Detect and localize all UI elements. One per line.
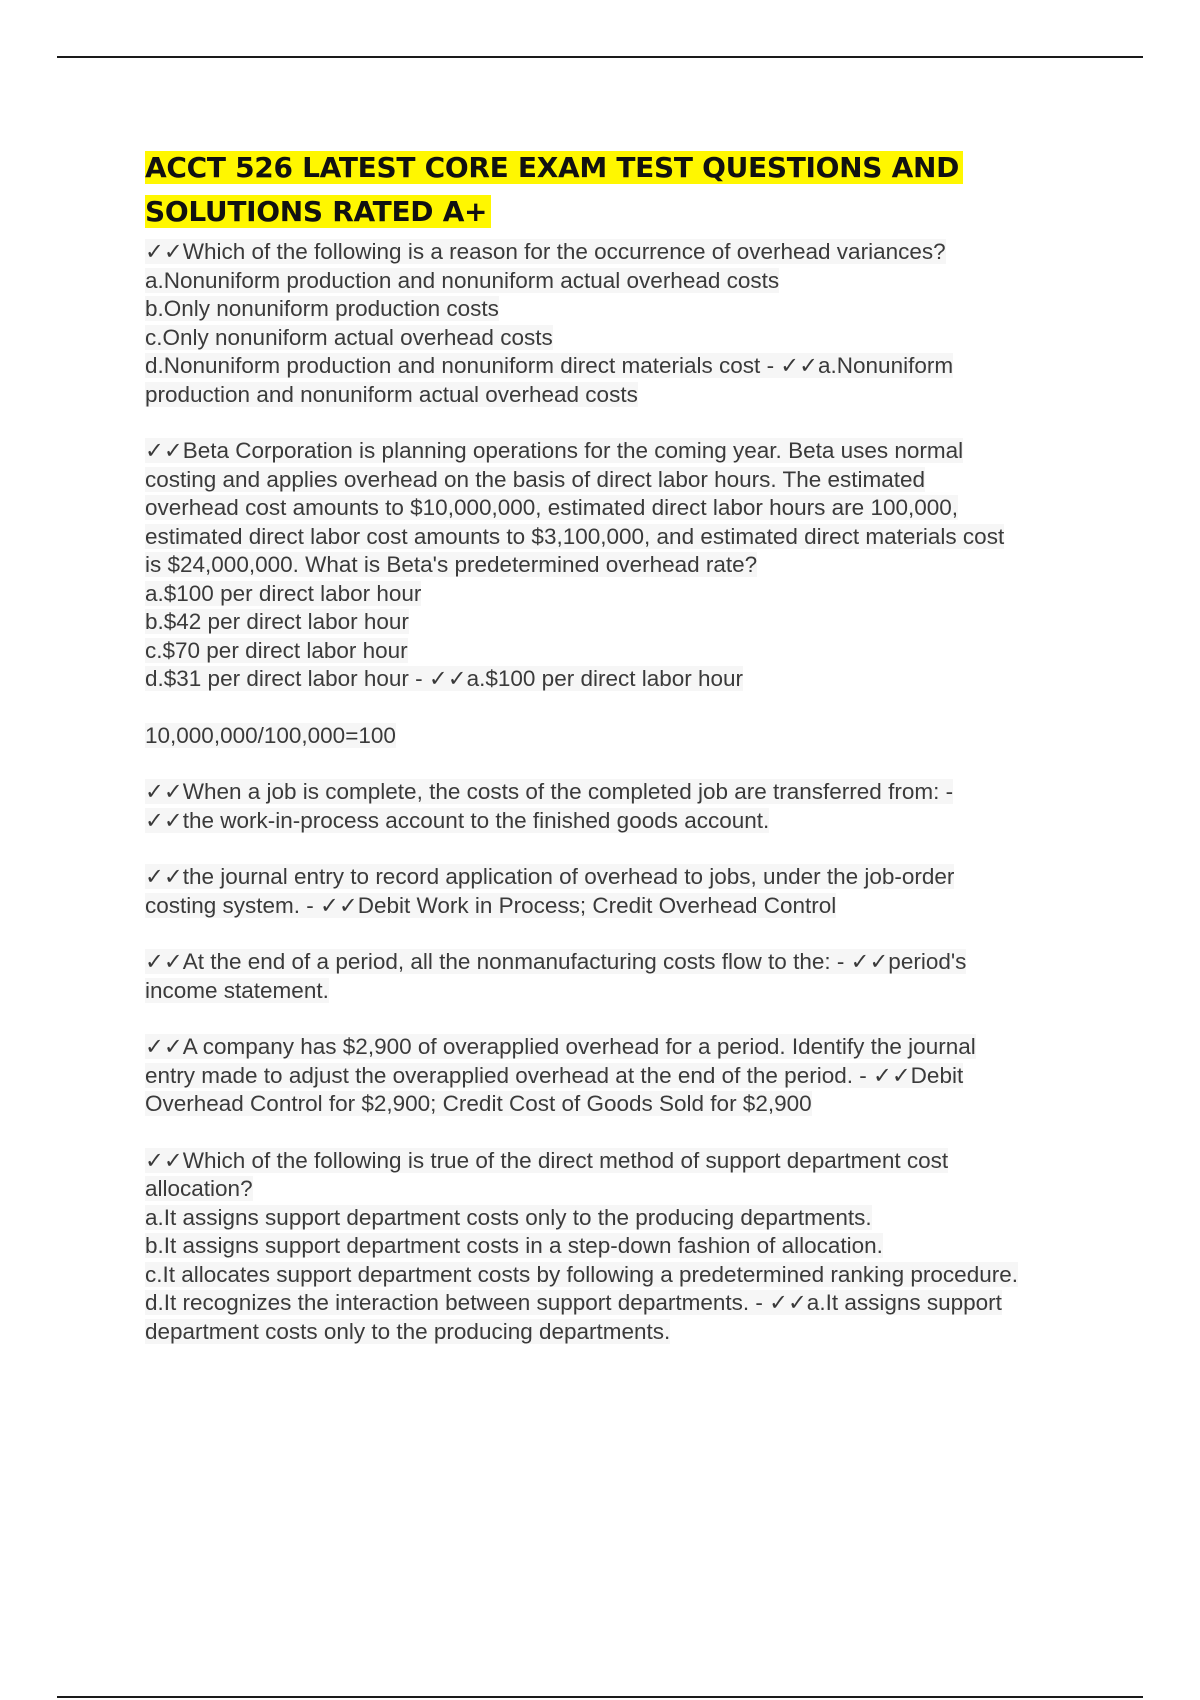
question-line <box>145 722 1105 751</box>
question-line <box>145 437 1105 466</box>
question-line <box>145 1147 1105 1176</box>
question-line-text: 10,000,000/100,000=100 <box>145 722 396 748</box>
question-line <box>145 807 1105 836</box>
question-line-text: production and nonuniform actual overhead costs <box>145 381 638 407</box>
question-block <box>145 948 1105 1005</box>
question-line <box>145 665 1105 694</box>
question-line-text: d.Nonuniform production and nonuniform direct materials cost - ✓✓a.Nonuniform <box>145 353 954 378</box>
question-line-text: ✓✓the work-in-process account to the finished goods account. <box>145 807 770 833</box>
question-line-text: b.$42 per direct labor hour <box>145 609 409 634</box>
title-line-2: SOLUTIONS RATED A+ <box>145 195 491 228</box>
question-block <box>145 238 1105 409</box>
question-block <box>145 1147 1105 1347</box>
question-line <box>145 1232 1105 1261</box>
question-list <box>145 238 1105 1346</box>
question-line-text: ✓✓At the end of a period, all the nonmanufacturing costs flow to the: - ✓✓period's <box>145 949 967 974</box>
question-line-text: entry made to adjust the overapplied overhead at the end of the period. - ✓✓Debit <box>145 1062 964 1088</box>
question-line-text: c.Only nonuniform actual overhead costs <box>145 324 553 350</box>
question-line <box>145 778 1105 807</box>
question-line <box>145 551 1105 580</box>
question-line <box>145 580 1105 609</box>
question-line <box>145 1175 1105 1204</box>
question-line <box>145 381 1105 410</box>
question-line <box>145 863 1105 892</box>
question-line <box>145 1261 1105 1290</box>
question-line <box>145 523 1105 552</box>
question-line-text: a.Nonuniform production and nonuniform actual overhead costs <box>145 267 780 293</box>
question-line-text: ✓✓Which of the following is true of the direct method of support department cost <box>145 1147 949 1173</box>
question-line-text: d.$31 per direct labor hour - ✓✓a.$100 per direct labor hour <box>145 666 744 691</box>
question-line <box>145 238 1105 267</box>
question-line <box>145 267 1105 296</box>
question-line-text: costing system. - ✓✓Debit Work in Process; Credit Overhead Control <box>145 892 837 918</box>
question-line-text: ✓✓A company has $2,900 of overapplied overhead for a period. Identify the journal <box>145 1034 976 1059</box>
question-line-text: overhead cost amounts to $10,000,000, estimated direct labor hours are 100,000, <box>145 495 959 520</box>
question-block <box>145 778 1105 835</box>
question-line-text: ✓✓Which of the following is a reason for the occurrence of overhead variances? <box>145 239 946 264</box>
question-line <box>145 892 1105 921</box>
question-line-text: d.It recognizes the interaction between support departments. - ✓✓a.It assigns support <box>145 1290 1002 1315</box>
footer-rule <box>57 1696 1143 1698</box>
question-line-text: a.$100 per direct labor hour <box>145 580 422 606</box>
question-line-text: department costs only to the producing departments. <box>145 1318 671 1344</box>
question-line <box>145 295 1105 324</box>
question-line-text: ✓✓When a job is complete, the costs of the completed job are transferred from: - <box>145 779 954 804</box>
question-block <box>145 863 1105 920</box>
question-line-text: ✓✓the journal entry to record application of overhead to jobs, under the job-order <box>145 864 955 889</box>
question-line <box>145 1318 1105 1347</box>
question-line-text: c.$70 per direct labor hour <box>145 637 408 663</box>
question-line-text: allocation? <box>145 1176 253 1201</box>
question-line <box>145 637 1105 666</box>
question-line <box>145 466 1105 495</box>
question-line <box>145 608 1105 637</box>
question-line-text: ✓✓Beta Corporation is planning operations for the coming year. Beta uses normal <box>145 438 964 463</box>
question-line <box>145 977 1105 1006</box>
question-line <box>145 324 1105 353</box>
title-line-1: ACCT 526 LATEST CORE EXAM TEST QUESTIONS AND <box>145 151 963 184</box>
question-line-text: estimated direct labor cost amounts to $3,100,000, and estimated direct materials cost <box>145 523 1005 549</box>
question-line-text: c.It allocates support department costs by following a predetermined ranking procedure. <box>145 1261 1018 1287</box>
question-line-text: is $24,000,000. What is Beta's predetermined overhead rate? <box>145 552 758 577</box>
question-block <box>145 722 1105 751</box>
question-block <box>145 437 1105 694</box>
question-line <box>145 1033 1105 1062</box>
question-line-text: costing and applies overhead on the basis of direct labor hours. The estimated <box>145 466 926 492</box>
question-line <box>145 1062 1105 1091</box>
question-block <box>145 1033 1105 1119</box>
question-line-text: b.It assigns support department costs in a step-down fashion of allocation. <box>145 1233 883 1258</box>
question-line <box>145 352 1105 381</box>
header-rule <box>57 56 1143 58</box>
question-line-text: b.Only nonuniform production costs <box>145 296 499 321</box>
question-line-text: income statement. <box>145 977 329 1003</box>
question-line <box>145 1289 1105 1318</box>
question-line <box>145 948 1105 977</box>
document-title <box>145 146 1105 234</box>
question-line <box>145 1090 1105 1119</box>
question-line-text: a.It assigns support department costs only to the producing departments. <box>145 1204 872 1230</box>
document-body <box>145 146 1105 1374</box>
question-line <box>145 494 1105 523</box>
question-line-text: Overhead Control for $2,900; Credit Cost of Goods Sold for $2,900 <box>145 1091 812 1116</box>
question-line <box>145 1204 1105 1233</box>
